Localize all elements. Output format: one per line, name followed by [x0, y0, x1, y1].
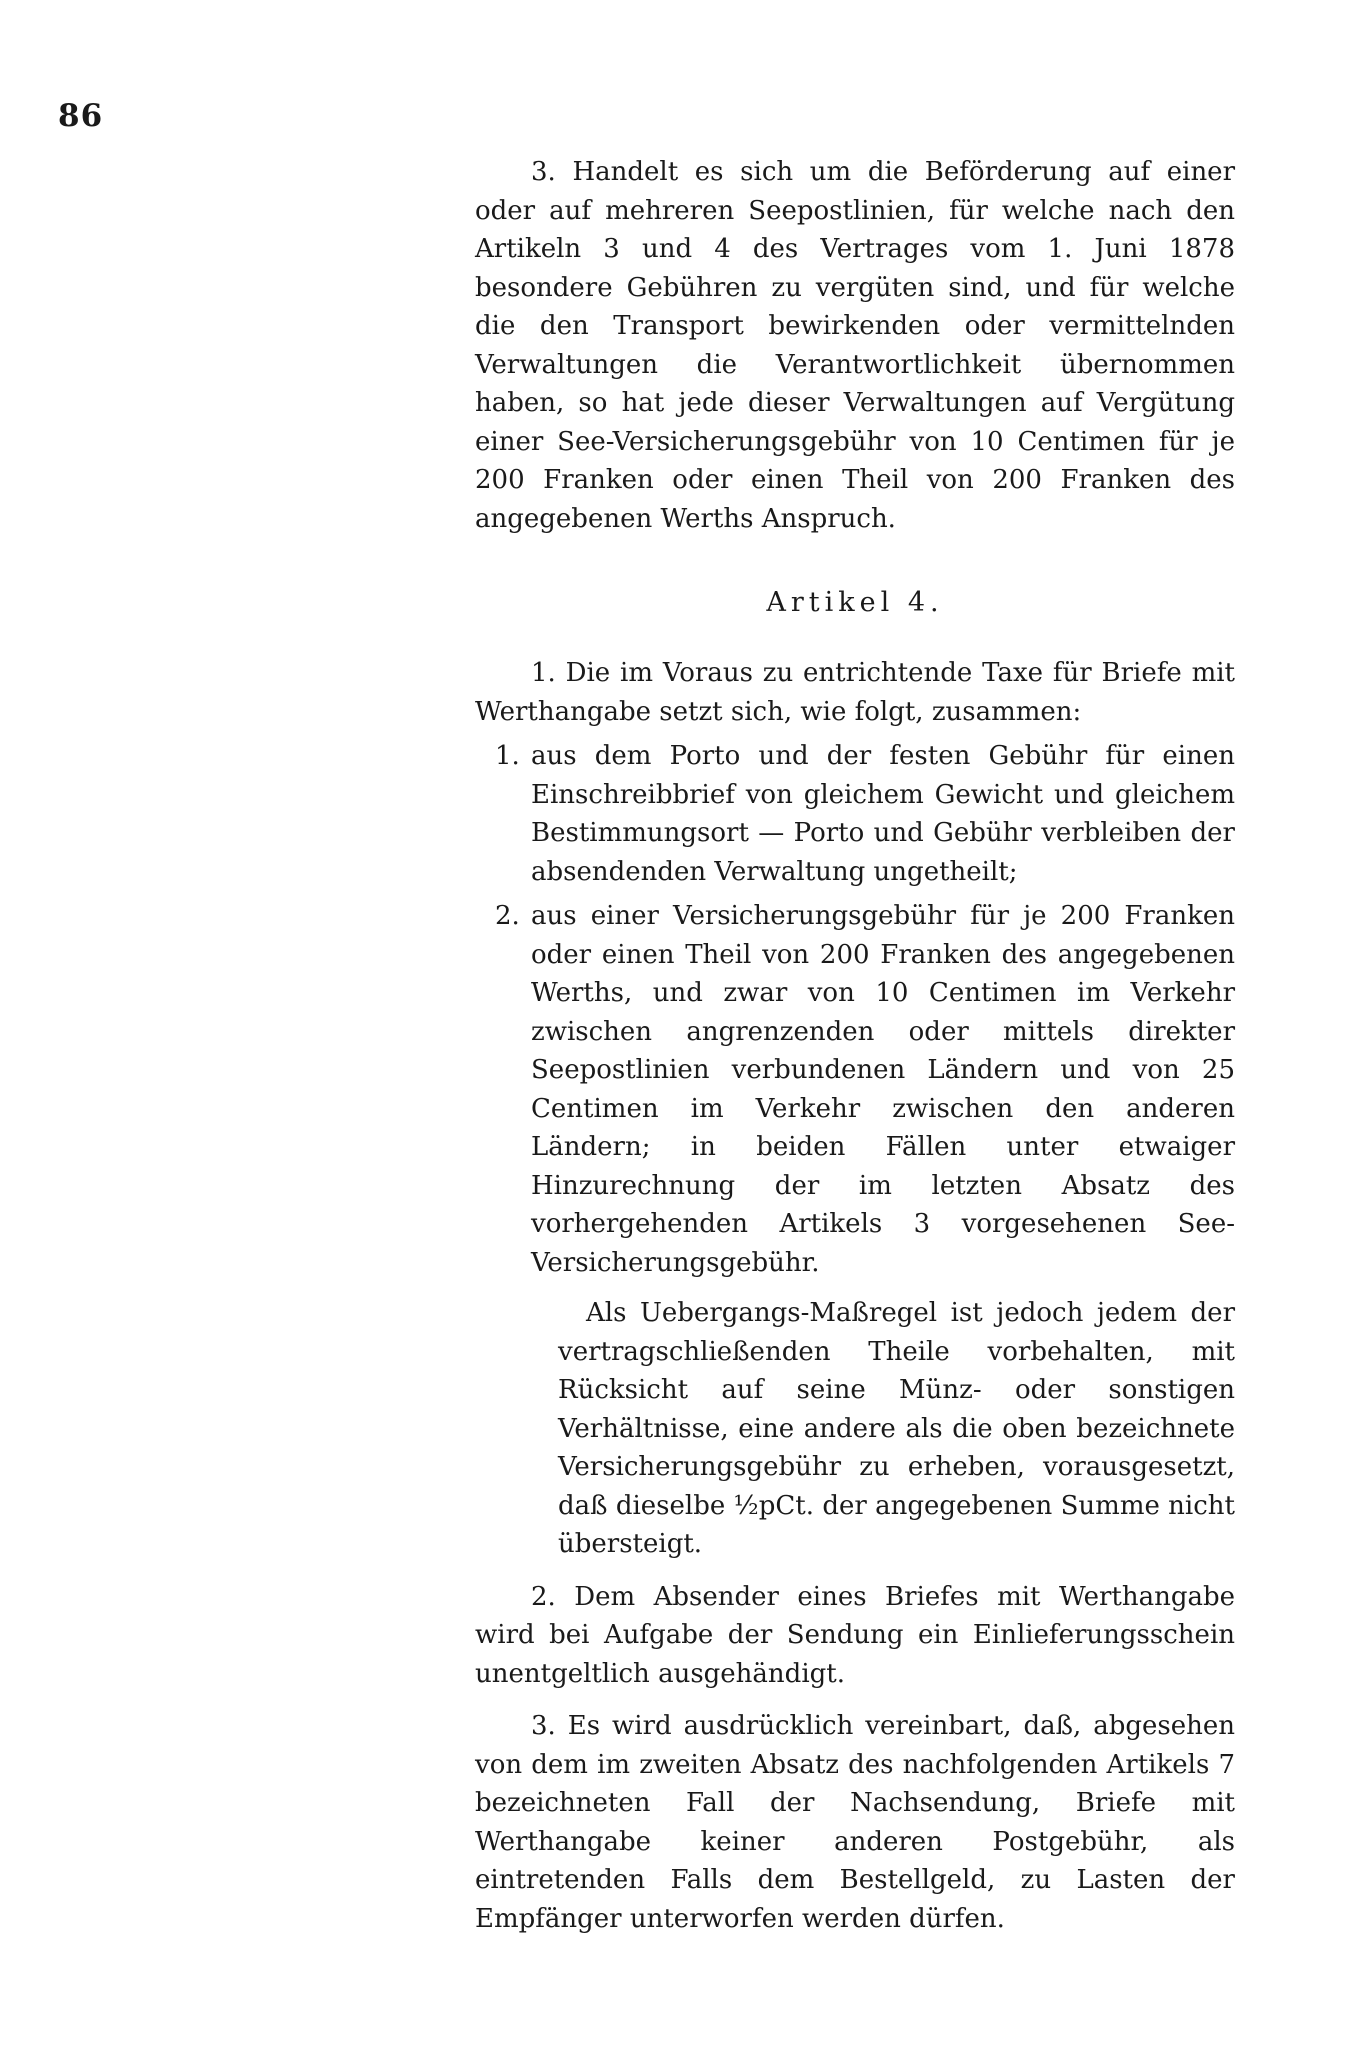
list-item-number: 2.	[495, 901, 520, 931]
paragraph-3-fees: 3. Es wird ausdrücklich vereinbart, daß, abgesehen von dem im zweiten Absatz des nachfolgenden Artikels 7 bezeichneten Fall der Nachsendung, Briefe mit Werthangabe keiner anderen Postgebühr, als eintretenden Falls dem Bestellgeld, zu Lasten der Empfänger unterworfen werden dürfen.	[475, 1711, 1235, 1934]
list-item-number: 1.	[495, 741, 520, 771]
list-item-text: aus einer Versicherungsgebühr für je 200 Franken oder einen Theil von 200 Franken des angegebenen Werths, und zwar von 10 Centimen im Verkehr zwischen angrenzenden oder mittels direkter Seepostlinien verbundenen Ländern und von 25 Centimen im Verkehr zwischen den anderen Ländern; in beiden Fällen unter etwaiger Hinzurechnung der im letzten Absatz des vorhergehenden Artikels 3 vorgesehenen See-Versicherungsgebühr.	[531, 901, 1235, 1278]
list-item	[475, 737, 1235, 891]
article-intro: 1. Die im Voraus zu entrichtende Taxe für Briefe mit Werthangabe setzt sich, wie folgt, zusammen:	[475, 658, 1235, 727]
page-number: 86	[58, 98, 104, 134]
paragraph-3-seepost: 3. Handelt es sich um die Beförderung auf einer oder auf mehreren Seepostlinien, für welche nach den Artikeln 3 und 4 des Vertrages vom 1. Juni 1878 besondere Gebühren zu vergüten sind, und für welche die den Transport bewirkenden oder vermittelnden Verwaltungen die Verantwortlichkeit übernommen haben, so hat jede dieser Verwaltungen auf Vergütung einer See-Versicherungsgebühr von 10 Centimen für je 200 Franken oder einen Theil von 200 Franken des angegebenen Werths Anspruch.	[475, 157, 1235, 534]
tax-components-list	[475, 737, 1235, 1282]
list-item	[475, 897, 1235, 1282]
paragraph-2-receipt: 2. Dem Absender eines Briefes mit Werthangabe wird bei Aufgabe der Sendung ein Einlieferungsschein unentgeltlich ausgehändigt.	[475, 1581, 1235, 1689]
list-item-text: aus dem Porto und der festen Gebühr für einen Einschreibbrief von gleichem Gewicht und gleichem Bestimmungsort — Porto und Gebühr verbleiben der absendenden Verwaltung ungetheilt;	[531, 741, 1235, 887]
article-4-body	[475, 654, 1235, 1938]
transition-note: Als Uebergangs-Maßregel ist jedoch jedem der vertragschließenden Theile vorbehalten, mit Rücksicht auf seine Münz- oder sonstigen Verhältnisse, eine andere als die oben bezeichnete Versicherungsgebühr zu erheben, vorausgesetzt, daß dieselbe ½pCt. der angegebenen Summe nicht übersteigt.	[558, 1298, 1235, 1559]
top-section	[475, 153, 1235, 538]
article-heading: Artikel 4.	[766, 587, 944, 618]
transition-note-block	[475, 1294, 1235, 1564]
